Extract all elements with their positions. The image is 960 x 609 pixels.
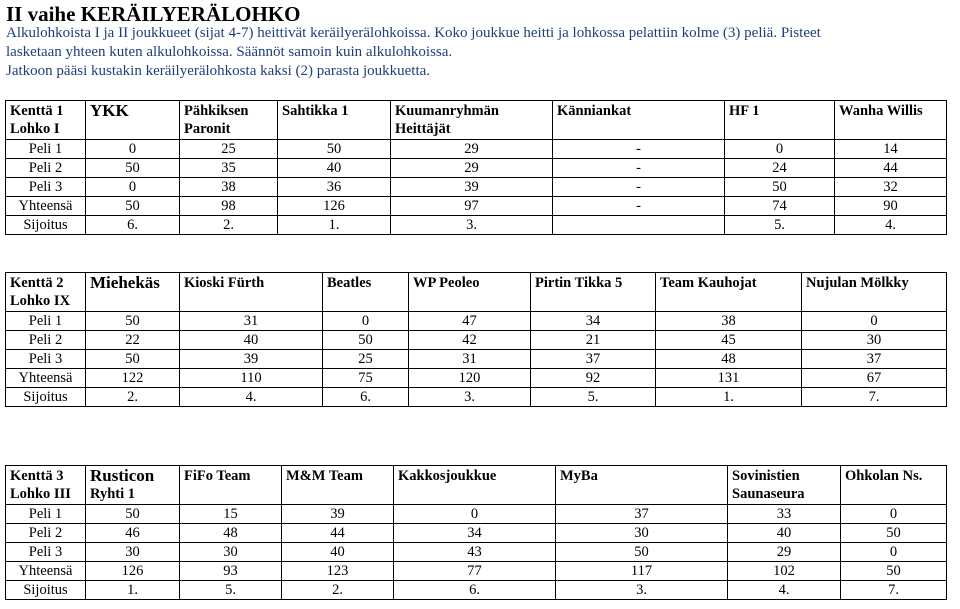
table-row — [6, 562, 947, 581]
score-cell: 131 — [656, 369, 802, 388]
score-cell: 0 — [394, 505, 556, 524]
team-name-line: Kioski Fürth — [184, 275, 265, 291]
score-cell: 31 — [180, 312, 323, 331]
row-label: Peli 3 — [6, 350, 86, 369]
team-name-line: YKK — [90, 101, 129, 120]
table-row — [6, 178, 947, 197]
table-row — [6, 581, 947, 600]
team-name-header — [323, 273, 409, 312]
score-cell: 33 — [728, 505, 841, 524]
score-cell: 98 — [180, 197, 278, 216]
team-name-line: Beatles — [327, 275, 372, 291]
score-cell: 50 — [725, 178, 835, 197]
field-block-label-line: Kenttä 1 — [10, 103, 64, 119]
team-name-line: WP Peoleo — [413, 275, 480, 291]
score-cell: 22 — [86, 331, 180, 350]
table-row — [6, 331, 947, 350]
score-cell: 34 — [531, 312, 656, 331]
score-cell: 117 — [556, 562, 728, 581]
score-cell: 31 — [409, 350, 531, 369]
ranking-cell: 7. — [802, 388, 947, 407]
score-cell: 40 — [282, 543, 394, 562]
team-name-line: Sahtikka 1 — [282, 103, 349, 119]
score-cell: 43 — [394, 543, 556, 562]
score-cell: 29 — [391, 159, 553, 178]
row-label: Yhteensä — [6, 369, 86, 388]
score-cell: 77 — [394, 562, 556, 581]
table-row — [6, 312, 947, 331]
table-row — [6, 388, 947, 407]
ranking-cell: 6. — [86, 216, 180, 235]
score-cell: 122 — [86, 369, 180, 388]
score-cell: 50 — [86, 312, 180, 331]
team-name-line: Ryhti 1 — [90, 486, 136, 502]
table-row — [6, 140, 947, 159]
team-name-line: Paronit — [184, 121, 231, 137]
team-name-line: Kakkosjoukkue — [398, 468, 497, 484]
score-cell: 14 — [835, 140, 947, 159]
score-cell: 97 — [391, 197, 553, 216]
ranking-cell: 6. — [323, 388, 409, 407]
score-cell: 93 — [180, 562, 282, 581]
score-cell: 50 — [86, 159, 180, 178]
score-cell: 36 — [278, 178, 391, 197]
team-name-header — [553, 101, 725, 140]
score-cell: 25 — [180, 140, 278, 159]
team-name-header — [725, 101, 835, 140]
score-cell: 38 — [180, 178, 278, 197]
ranking-cell: 1. — [278, 216, 391, 235]
team-name-header — [802, 273, 947, 312]
score-cell: 46 — [86, 524, 180, 543]
team-name-line: M&M Team — [286, 468, 363, 484]
ranking-cell: 2. — [180, 216, 278, 235]
team-name-line: Wanha Willis — [839, 103, 923, 119]
score-cell: 40 — [180, 331, 323, 350]
ranking-cell: 1. — [86, 581, 180, 600]
score-cell: 48 — [180, 524, 282, 543]
score-cell: 40 — [278, 159, 391, 178]
ranking-cell: 4. — [835, 216, 947, 235]
score-cell: 15 — [180, 505, 282, 524]
row-label: Peli 1 — [6, 505, 86, 524]
score-cell: 29 — [728, 543, 841, 562]
score-cell: 110 — [180, 369, 323, 388]
score-cell: 90 — [835, 197, 947, 216]
row-label: Peli 1 — [6, 140, 86, 159]
score-cell: 50 — [86, 350, 180, 369]
row-label: Sijoitus — [6, 216, 86, 235]
score-cell: 42 — [409, 331, 531, 350]
team-name-line: Heittäjät — [395, 121, 451, 137]
score-cell: 0 — [725, 140, 835, 159]
score-cell: - — [553, 140, 725, 159]
score-cell: 30 — [556, 524, 728, 543]
score-cell: 39 — [391, 178, 553, 197]
team-name-line: HF 1 — [729, 103, 760, 119]
results-table-kentta-2 — [5, 272, 947, 407]
team-name-line: Kuumanryhmän — [395, 103, 499, 119]
team-name-header — [86, 273, 180, 312]
table-row — [6, 505, 947, 524]
score-cell: 92 — [531, 369, 656, 388]
score-cell: - — [553, 159, 725, 178]
row-label: Sijoitus — [6, 581, 86, 600]
score-cell: 50 — [86, 505, 180, 524]
table-row — [6, 369, 947, 388]
team-name-header — [394, 466, 556, 505]
score-cell: 44 — [835, 159, 947, 178]
score-cell: 44 — [282, 524, 394, 543]
team-name-header — [656, 273, 802, 312]
row-label: Sijoitus — [6, 388, 86, 407]
team-name-line: Ohkolan Ns. — [845, 468, 923, 484]
team-name-line: Saunaseura — [732, 486, 805, 502]
table-row — [6, 197, 947, 216]
ranking-cell: 2. — [282, 581, 394, 600]
score-cell: 0 — [802, 312, 947, 331]
team-name-header — [728, 466, 841, 505]
score-cell: 0 — [841, 543, 947, 562]
row-label: Peli 3 — [6, 543, 86, 562]
team-name-header — [180, 466, 282, 505]
ranking-cell: 5. — [180, 581, 282, 600]
ranking-cell: 5. — [531, 388, 656, 407]
ranking-cell — [553, 216, 725, 235]
team-name-line: Känniankat — [557, 103, 632, 119]
team-name-header — [282, 466, 394, 505]
team-name-header — [531, 273, 656, 312]
score-cell: - — [553, 178, 725, 197]
team-name-line: Pähkiksen — [184, 103, 249, 119]
score-cell: 30 — [180, 543, 282, 562]
score-cell: 50 — [86, 197, 180, 216]
team-name-line: Sovinistien — [732, 468, 800, 484]
intro-line: Jatkoon pääsi kustakin keräilyerälohkosta kaksi (2) parasta joukkuetta. — [6, 63, 431, 79]
score-cell: - — [553, 197, 725, 216]
ranking-cell: 3. — [409, 388, 531, 407]
team-name-line: Miehekäs — [90, 273, 160, 292]
score-cell: 35 — [180, 159, 278, 178]
ranking-cell: 1. — [656, 388, 802, 407]
table-header-row — [6, 101, 947, 140]
score-cell: 40 — [728, 524, 841, 543]
intro-text — [6, 24, 954, 81]
score-cell: 74 — [725, 197, 835, 216]
team-name-line: Team Kauhojat — [660, 275, 757, 291]
field-block-label-line: Lohko III — [10, 486, 71, 502]
score-cell: 24 — [725, 159, 835, 178]
team-name-line: Nujulan Mölkky — [806, 275, 909, 291]
intro-line: lasketaan yhteen kuten alkulohkoissa. Säännöt samoin kuin alkulohkoissa. — [6, 44, 453, 60]
ranking-cell: 6. — [394, 581, 556, 600]
team-name-header — [841, 466, 947, 505]
document-title: II vaihe KERÄILYERÄLOHKO — [6, 2, 301, 26]
score-cell: 0 — [841, 505, 947, 524]
row-label: Yhteensä — [6, 562, 86, 581]
score-cell: 32 — [835, 178, 947, 197]
table-row — [6, 543, 947, 562]
field-block-label — [6, 466, 86, 505]
team-name-header — [86, 466, 180, 505]
field-block-label-line: Lohko I — [10, 121, 60, 137]
ranking-cell: 5. — [725, 216, 835, 235]
field-block-label-line: Kenttä 2 — [10, 275, 64, 291]
team-name-header — [409, 273, 531, 312]
table-header-row — [6, 466, 947, 505]
team-name-header — [86, 101, 180, 140]
row-label: Peli 2 — [6, 331, 86, 350]
results-table-kentta-3 — [5, 465, 947, 600]
ranking-cell: 3. — [556, 581, 728, 600]
score-cell: 120 — [409, 369, 531, 388]
score-cell: 39 — [180, 350, 323, 369]
intro-line: Alkulohkoista I ja II joukkueet (sijat 4-7) heittivät keräilyerälohkoissa. Koko joukkue heitti ja lohkossa pelattiin kolme (3) peliä. Pisteet — [6, 25, 821, 41]
team-name-header — [391, 101, 553, 140]
score-cell: 47 — [409, 312, 531, 331]
ranking-cell: 7. — [841, 581, 947, 600]
score-cell: 38 — [656, 312, 802, 331]
score-cell: 37 — [556, 505, 728, 524]
table-row — [6, 524, 947, 543]
score-cell: 126 — [278, 197, 391, 216]
score-cell: 37 — [531, 350, 656, 369]
field-block-label — [6, 101, 86, 140]
score-cell: 123 — [282, 562, 394, 581]
table-row — [6, 159, 947, 178]
score-cell: 34 — [394, 524, 556, 543]
table-header-row — [6, 273, 947, 312]
ranking-cell: 3. — [391, 216, 553, 235]
ranking-cell: 2. — [86, 388, 180, 407]
score-cell: 67 — [802, 369, 947, 388]
team-name-line: MyBa — [560, 468, 598, 484]
ranking-cell: 4. — [728, 581, 841, 600]
score-cell: 0 — [86, 140, 180, 159]
score-cell: 0 — [86, 178, 180, 197]
score-cell: 50 — [556, 543, 728, 562]
row-label: Yhteensä — [6, 197, 86, 216]
results-table-kentta-1 — [5, 100, 947, 235]
team-name-header — [180, 273, 323, 312]
row-label: Peli 1 — [6, 312, 86, 331]
score-cell: 50 — [841, 562, 947, 581]
score-cell: 37 — [802, 350, 947, 369]
table-row — [6, 350, 947, 369]
row-label: Peli 2 — [6, 524, 86, 543]
team-name-header — [180, 101, 278, 140]
score-cell: 25 — [323, 350, 409, 369]
score-cell: 45 — [656, 331, 802, 350]
team-name-header — [556, 466, 728, 505]
score-cell: 50 — [323, 331, 409, 350]
score-cell: 39 — [282, 505, 394, 524]
score-cell: 0 — [323, 312, 409, 331]
team-name-line: Pirtin Tikka 5 — [535, 275, 623, 291]
row-label: Peli 2 — [6, 159, 86, 178]
team-name-line: Rusticon — [90, 466, 155, 485]
table-row — [6, 216, 947, 235]
score-cell: 50 — [278, 140, 391, 159]
ranking-cell: 4. — [180, 388, 323, 407]
score-cell: 30 — [802, 331, 947, 350]
score-cell: 29 — [391, 140, 553, 159]
team-name-header — [835, 101, 947, 140]
score-cell: 126 — [86, 562, 180, 581]
score-cell: 75 — [323, 369, 409, 388]
score-cell: 21 — [531, 331, 656, 350]
team-name-line: FiFo Team — [184, 468, 251, 484]
field-block-label-line: Lohko IX — [10, 293, 71, 309]
score-cell: 30 — [86, 543, 180, 562]
score-cell: 50 — [841, 524, 947, 543]
score-cell: 102 — [728, 562, 841, 581]
score-cell: 48 — [656, 350, 802, 369]
field-block-label — [6, 273, 86, 312]
team-name-header — [278, 101, 391, 140]
field-block-label-line: Kenttä 3 — [10, 468, 64, 484]
row-label: Peli 3 — [6, 178, 86, 197]
